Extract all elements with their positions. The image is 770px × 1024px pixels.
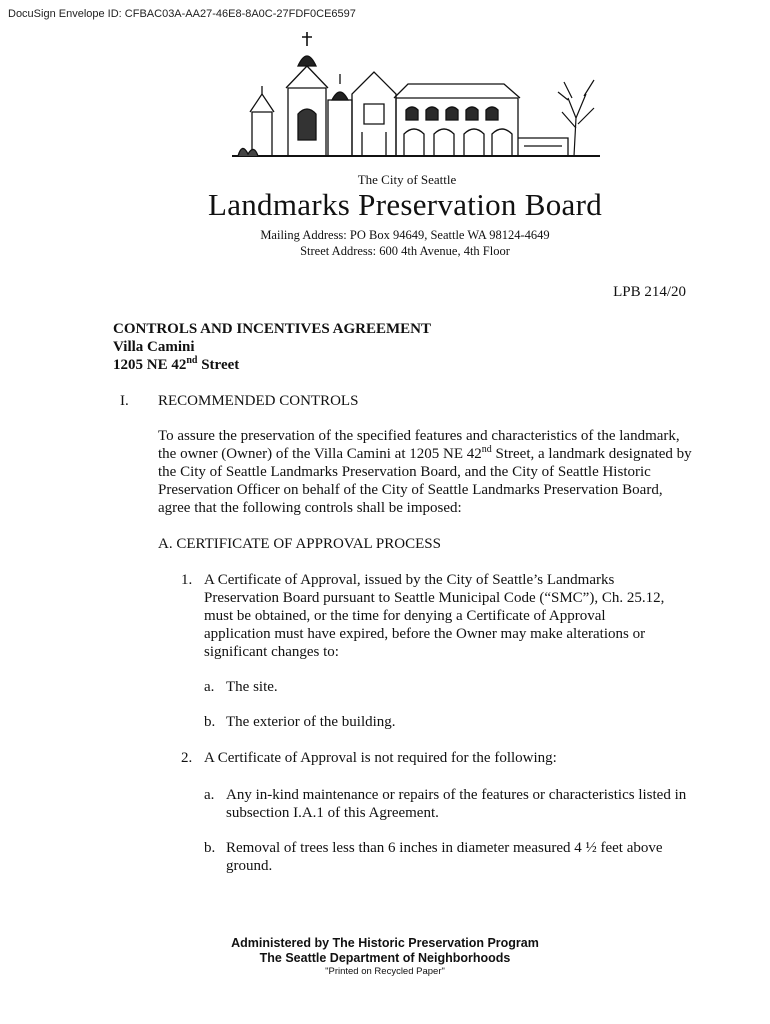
list-item <box>204 713 684 731</box>
list-item <box>181 749 701 767</box>
title-block <box>113 320 431 374</box>
mailing-address: Mailing Address: PO Box 94649, Seattle WA 98124-4649 <box>260 228 550 242</box>
footer-department: The Seattle Department of Neighborhoods <box>259 951 511 965</box>
item-line: Preservation Board pursuant to Seattle Municipal Code (“SMC”), Ch. 25.12, <box>204 590 665 606</box>
item-line: Removal of trees less than 6 inches in diameter measured 4 ½ feet above <box>226 840 663 856</box>
item-line: application must have expired, before the Owner may make alterations or <box>204 626 646 642</box>
item-line: A Certificate of Approval, issued by the City of Seattle’s Landmarks <box>204 572 615 588</box>
list-item <box>181 571 701 661</box>
envelope-id: DocuSign Envelope ID: CFBAC03A-AA27-46E8-8A0C-27FDF0CE6597 <box>8 8 356 20</box>
item-line: subsection I.A.1 of this Agreement. <box>226 805 439 821</box>
item-text <box>226 839 663 875</box>
footer-recycled-note: "Printed on Recycled Paper" <box>325 966 445 977</box>
street-address: Street Address: 600 4th Avenue, 4th Floor <box>300 244 510 258</box>
list-item <box>204 786 704 822</box>
item-line: significant changes to: <box>204 644 339 660</box>
city-name: The City of Seattle <box>357 172 457 187</box>
item-text <box>204 571 664 661</box>
list-item <box>204 839 704 875</box>
item-text: The exterior of the building. <box>226 714 396 730</box>
footer <box>0 936 770 978</box>
landmark-address <box>113 356 431 374</box>
item-text <box>226 786 686 822</box>
para-line: Preservation Officer on behalf of the City of Seattle Landmarks Preservation Board, <box>158 482 663 498</box>
section-number: I. <box>120 393 129 409</box>
list-item <box>204 678 684 696</box>
subsection-heading: A. CERTIFICATE OF APPROVAL PROCESS <box>158 536 441 552</box>
item-line: must be obtained, or the time for denying a Certificate of Approval <box>204 608 606 624</box>
item-text: A Certificate of Approval is not required for the following: <box>204 750 557 766</box>
landmark-name: Villa Camini <box>113 339 195 355</box>
para-line: agree that the following controls shall be imposed: <box>158 500 462 516</box>
item-letter: b. <box>204 714 216 730</box>
para-line: To assure the preservation of the specified features and characteristics of the landmark, <box>158 428 680 444</box>
item-letter: b. <box>204 840 216 856</box>
address-pre: 1205 NE 42 <box>113 357 187 373</box>
para-sup: nd <box>481 444 492 455</box>
para-line: the City of Seattle Landmarks Preservation Board, and the City of Seattle Historic <box>158 464 651 480</box>
landmark-illustration <box>228 28 604 168</box>
para-line-text: Street, a landmark designated by <box>491 446 692 462</box>
para-line <box>158 445 698 463</box>
section-title: RECOMMENDED CONTROLS <box>158 393 359 409</box>
agreement-title: CONTROLS AND INCENTIVES AGREEMENT <box>113 321 431 337</box>
item-number: 2. <box>181 750 193 766</box>
item-text: The site. <box>226 679 278 695</box>
item-number: 1. <box>181 572 193 588</box>
item-letter: a. <box>204 679 215 695</box>
para-line-text: the owner (Owner) of the Villa Camini at 1205 NE 42 <box>158 446 482 462</box>
document-reference: LPB 214/20 <box>613 284 686 300</box>
address-sup: nd <box>186 355 198 366</box>
intro-paragraph <box>158 427 698 517</box>
item-line: ground. <box>226 858 273 874</box>
address-post: Street <box>197 357 240 373</box>
board-name: Landmarks Preservation Board <box>207 187 603 222</box>
item-letter: a. <box>204 787 215 803</box>
footer-program: Administered by The Historic Preservation Program <box>231 936 539 950</box>
item-line: Any in-kind maintenance or repairs of the features or characteristics listed in <box>226 787 687 803</box>
